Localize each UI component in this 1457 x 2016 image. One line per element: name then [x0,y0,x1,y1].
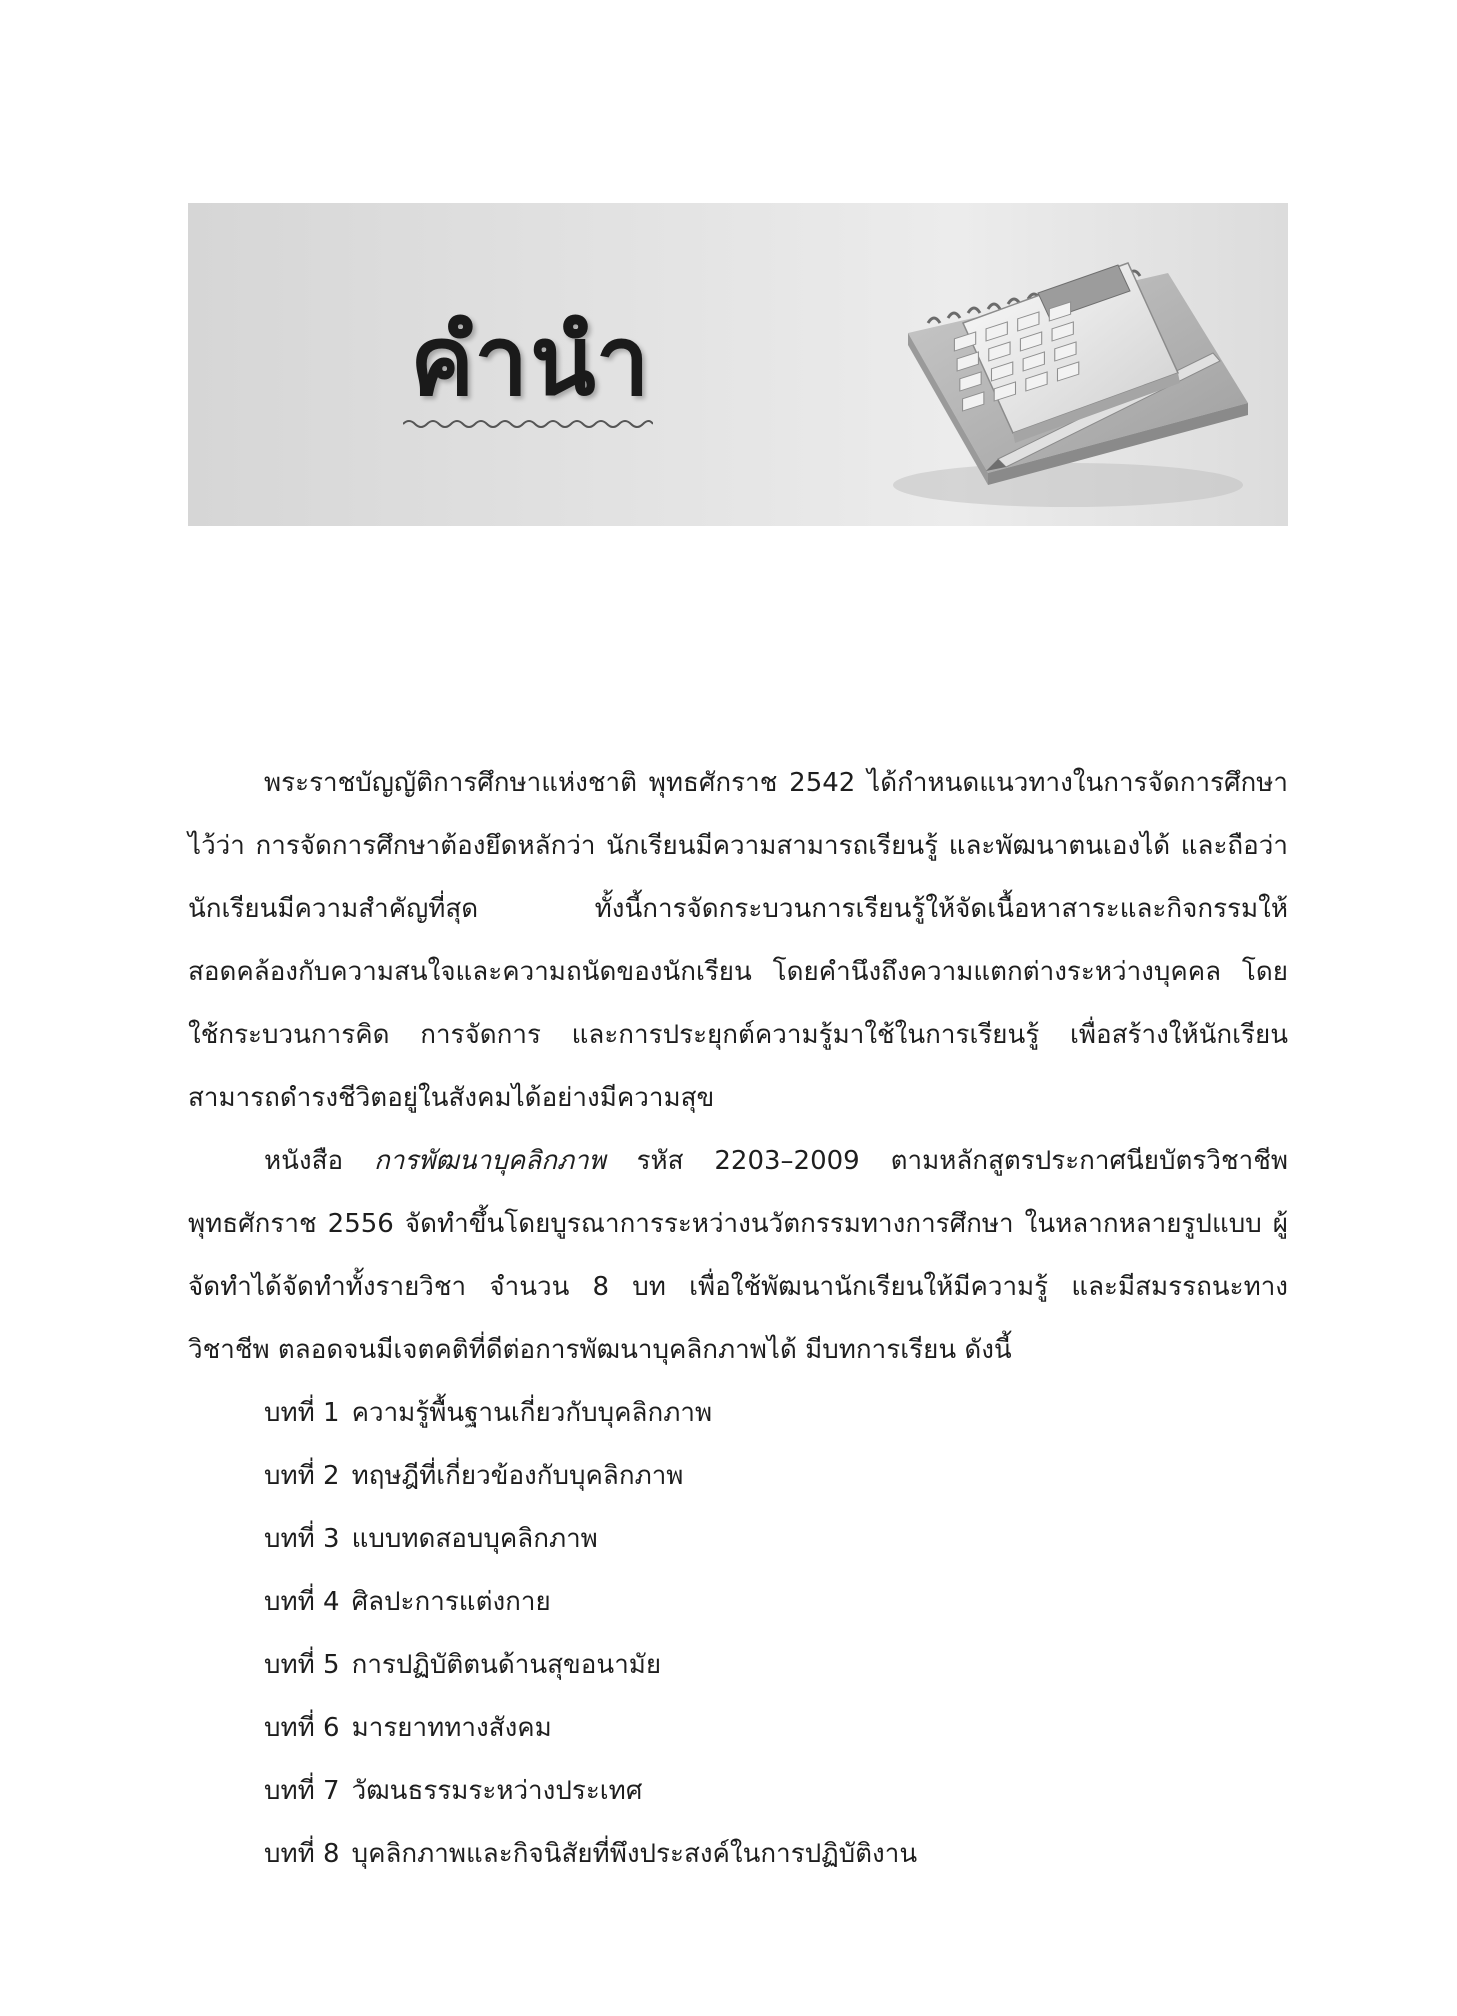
paragraph-2-lead: หนังสือ [264,1146,374,1176]
chapter-number: บทที่ 1 [264,1398,340,1428]
chapter-number: บทที่ 2 [264,1461,340,1491]
header-banner [188,203,1288,526]
chapter-title: แบบทดสอบบุคลิกภาพ [351,1524,598,1554]
preface-paragraph-2 [188,1130,1288,1382]
chapter-item [264,1634,1288,1697]
chapter-number: บทที่ 4 [264,1587,340,1617]
notebook-calculator-illustration [868,223,1288,523]
chapter-number: บทที่ 5 [264,1650,340,1680]
page-title: คำนำ [410,305,652,417]
chapter-item [264,1760,1288,1823]
decorative-wave-underline [403,417,653,431]
chapter-number: บทที่ 6 [264,1713,340,1743]
chapter-number: บทที่ 3 [264,1524,340,1554]
chapter-list [188,1382,1288,1886]
chapter-number: บทที่ 7 [264,1776,340,1806]
chapter-title: การปฏิบัติตนด้านสุขอนามัย [351,1650,662,1680]
chapter-title: บุคลิกภาพและกิจนิสัยที่พึงประสงค์ในการปฏิบัติงาน [351,1839,918,1869]
chapter-item [264,1571,1288,1634]
book-title: การพัฒนาบุคลิกภาพ [373,1146,606,1176]
chapter-title: ความรู้พื้นฐานเกี่ยวกับบุคลิกภาพ [351,1398,713,1428]
chapter-item [264,1697,1288,1760]
chapter-title: วัฒนธรรมระหว่างประเทศ [351,1776,643,1806]
chapter-item [264,1508,1288,1571]
chapter-title: ทฤษฎีที่เกี่ยวข้องกับบุคลิกภาพ [351,1461,684,1491]
chapter-item [264,1445,1288,1508]
chapter-number: บทที่ 8 [264,1839,340,1869]
chapter-item [264,1382,1288,1445]
chapter-title: มารยาททางสังคม [351,1713,552,1743]
preface-paragraph-1: พระราชบัญญัติการศึกษาแห่งชาติ พุทธศักราช 2542 ได้กำหนดแนวทางในการจัดการศึกษาไว้ว่า การจัดการศึกษาต้องยึดหลักว่า นักเรียนมีความสามารถเรียนรู้ และพัฒนาตนเองได้ และถือว่านักเรียนมีความสำคัญที่สุด ทั้งนี้การจัดกระบวนการเรียนรู้ให้จัดเนื้อหาสาระและกิจกรรมให้สอดคล้องกับความสนใจและความถนัดของนักเรียน โดยคำนึงถึงความแตกต่างระหว่างบุคคล โดยใช้กระบวนการคิด การจัดการ และการประยุกต์ความรู้มาใช้ในการเรียนรู้ เพื่อสร้างให้นักเรียนสามารถดำรงชีวิตอยู่ในสังคมได้อย่างมีความสุข [188,768,1288,1113]
chapter-item [264,1823,1288,1886]
paragraph-2-rest: รหัส 2203–2009 ตามหลักสูตรประกาศนียบัตรวิชาชีพ พุทธศักราช 2556 จัดทำขึ้นโดยบูรณาการระหว่างนวัตกรรมทางการศึกษา ในหลากหลายรูปแบบ ผู้จัดทำได้จัดทำทั้งรายวิชา จำนวน 8 บท เพื่อใช้พัฒนานักเรียนให้มีความรู้ และมีสมรรถนะทางวิชาชีพ ตลอดจนมีเจตคติที่ดีต่อการพัฒนาบุคลิกภาพได้ มีบทการเรียน ดังนี้ [188,1146,1289,1365]
preface-body [188,752,1288,1886]
chapter-title: ศิลปะการแต่งกาย [351,1587,551,1617]
